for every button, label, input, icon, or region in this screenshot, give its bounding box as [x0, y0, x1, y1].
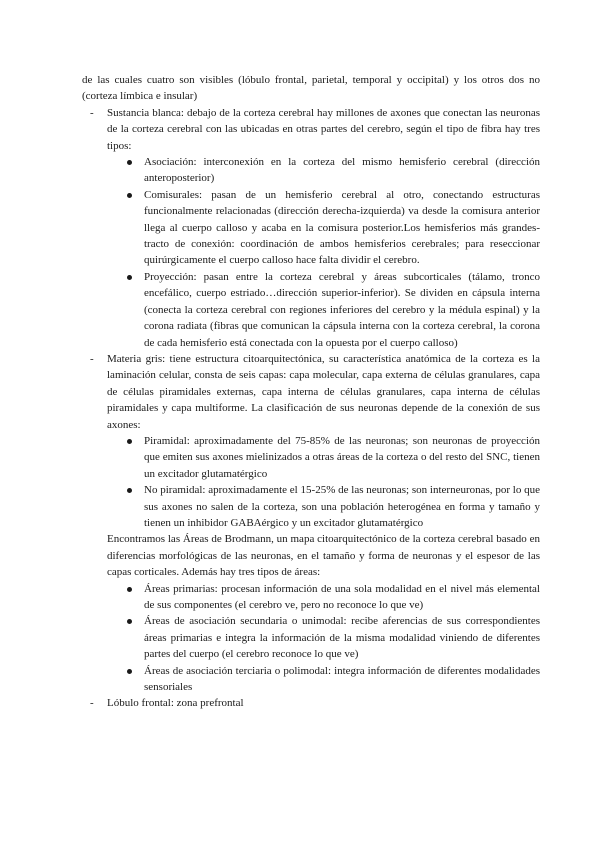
bullet-text: Comisurales: pasan de un hemisferio cerebral al otro, conectando estructuras funcionalmente relacionadas (dirección derecha-izquierda) va desde la comisura anterior llega al cuerpo calloso y acaba en la comisura posterior.Los hemisferios más grandes-tracto de conexión: coordinación de ambos hemisferios cerebrales; para reseccionar quirúrgicamente el cuerpo calloso hace falta dividir el cerebro.	[144, 188, 540, 267]
bullet-text: Áreas de asociación secundaria o unimodal: recibe aferencias de sus correspondientes áreas primarias e integra la información de la misma modalidad viniendo de diferentes partes del cuerpo (el cerebro reconoce lo que ve)	[144, 615, 540, 661]
list-item-sustancia-blanca	[82, 105, 540, 351]
bullet-icon	[127, 488, 132, 493]
bullet-item-comisurales	[107, 187, 540, 269]
sustancia-blanca-paragraph: Sustancia blanca: debajo de la corteza cerebral hay millones de axones que conectan las neuronas de la corteza cerebral con las ubicadas en otras partes del cerebro, según el tipo de fibra hay tres tipos:	[107, 106, 540, 152]
bullet-icon	[127, 160, 132, 165]
list-item-materia-gris	[82, 351, 540, 696]
bullet-item-no-piramidal	[107, 482, 540, 531]
dash-marker: -	[90, 697, 94, 710]
bullet-text: Piramidal: aproximadamente del 75-85% de las neuronas; son neuronas de proyección que emiten sus axones mielinizados a otras áreas de la corteza o del resto del SNC, tienen un excitador glutamatérgico	[144, 434, 540, 480]
materia-gris-paragraph: Materia gris: tiene estructura citoarquitectónica, su característica anatómica de la corteza es la laminación celular, consta de seis capas: capa molecular, capa externa de células granulares, capa de células piramidales externas, capa interna de células granulares, capa interna de células piramidales y capa multiforme. La clasificación de sus neuronas depende de la conexión de sus axones:	[107, 352, 540, 431]
bullet-text: Asociación: interconexión en la corteza del mismo hemisferio cerebral (dirección anteroposterior)	[144, 156, 540, 185]
bullet-text: No piramidal: aproximadamente el 15-25% de las neuronas; son interneuronas, por lo que sus axones no salen de la corteza, son una población heterogénea en forma y tamaño y tienen un inhibidor GABAérgico y un excitador glutamatérgico	[144, 484, 540, 529]
bullet-item-asociacion-secundaria	[107, 613, 540, 662]
lobulo-frontal-paragraph: Lóbulo frontal: zona prefrontal	[107, 697, 244, 710]
bullet-icon	[127, 619, 132, 624]
bullet-icon	[127, 669, 132, 674]
bullet-icon	[127, 439, 132, 444]
bullet-item-asociacion	[107, 154, 540, 187]
bullet-item-asociacion-terciaria	[107, 663, 540, 696]
bullet-text: Áreas de asociación terciaria o polimodal: integra información de diferentes modalidades sensoriales	[144, 664, 540, 694]
fiber-types-list	[107, 154, 540, 351]
intro-paragraph: de las cuales cuatro son visibles (lóbulo frontal, parietal, temporal y occipital) y los otros dos no (corteza límbica e insular)	[82, 74, 540, 103]
dash-marker: -	[90, 106, 94, 119]
bullet-item-areas-primarias	[107, 581, 540, 614]
bullet-text: Áreas primarias: procesan información de una sola modalidad en el nivel más elemental de sus componentes (el cerebro ve, pero no reconoce lo que ve)	[144, 582, 540, 611]
bullet-icon	[127, 193, 132, 198]
bullet-item-proyeccion	[107, 269, 540, 351]
dash-marker: -	[90, 352, 94, 365]
bullet-icon	[127, 587, 132, 592]
list-item-lobulo-frontal	[82, 695, 540, 711]
neuron-types-list	[107, 433, 540, 531]
brodmann-paragraph: Encontramos las Áreas de Brodmann, un mapa citoarquitectónico de la corteza cerebral basado en diferencias morfológicas de las neuronas, en el tamaño y forma de neuronas y el espesor de las capas corticales. Además hay tres tipos de áreas:	[107, 533, 540, 579]
bullet-icon	[127, 275, 132, 280]
area-types-list	[107, 581, 540, 696]
bullet-item-piramidal	[107, 433, 540, 482]
bullet-text: Proyección: pasan entre la corteza cerebral y áreas subcorticales (tálamo, tronco encefálico, cuerpo estriado…dirección superior-inferior). Se dividen en cápsula interna (conecta la corteza cerebral con regiones inferiores del cerebro y la médula espinal) y la corona radiata (fibras que comunican la cápsula interna con la corteza cerebral, la corona de cada hemisferio está conectada con la opuesta por el cuerpo calloso)	[144, 270, 540, 349]
